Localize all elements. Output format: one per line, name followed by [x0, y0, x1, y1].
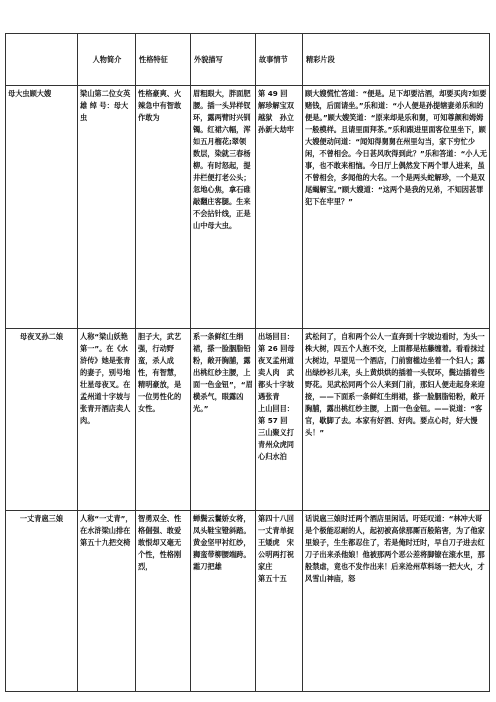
character-name: 一丈青扈三娘	[6, 511, 78, 692]
character-story: 出场回目：第 26 回母夜叉孟州道卖人肉 武都头十字坡遇张青 上山回目：第 57 回 三山聚义打青州众虎同心归水泊	[256, 329, 303, 511]
character-trait: 智勇双全、性格倔强、敢爱敢恨却又毫无个性，性格刚烈，	[136, 511, 191, 692]
table-row	[6, 86, 490, 329]
character-intro: 梁山第二位女英雄 绰 号：母大虫	[78, 86, 136, 329]
header-look: 外貌描写	[191, 34, 256, 86]
header-excerpt: 精彩片段	[303, 34, 490, 86]
table-row	[6, 329, 490, 511]
character-look: 眉粗眼大，胖面肥腰。插一头异样钗环，露两臂时兴钏镯。红裙六幅，浑如五月榴花;翠领数层，染就三春杨柳。有时怒起，提井栏便打老公头；忽地心焦，拿石碓敲翻庄客腿。生来不会拈针线，正是山中母大虫。	[191, 86, 256, 329]
character-excerpt: 话说扈三娘时迁两个酒店里闲话。吁廷叹道：“林冲大哥是个极能忍耐的人，起初被高俅那厮百般陷害，为了他家里娘子，生生都忍住了，若是俺时迁时，早自刀子进去红刀子出来杀他娘！他被那两个恶公差将脚镣在滚水里，那般禁虐，竟也不发作出来！后来沧州草料场一把大火，才风雪山神庙，怒	[303, 511, 490, 692]
character-intro: 人称“梁山妖艳第一”。在《水浒传》她是张青的妻子，别号地壮星母夜叉。在孟州道十字坡与张青开酒店卖人肉。	[78, 329, 136, 511]
character-trait: 性格豪爽、火辣急中有智敢作敢为	[136, 86, 191, 329]
character-look: 系一条鲜红生绢裙，搽一脸胭脂铅粉，敞开胸脯，露出桃红纱主腰，上面一色金钮”，“眉横杀气，眼露凶光。”	[191, 329, 256, 511]
header-story: 故事情节	[256, 34, 303, 86]
character-trait: 胆子大，武艺强，行动野蛮，杀人成性，有智慧，精明豪放，是一位男性化的女性。	[136, 329, 191, 511]
character-excerpt: 顾大嫂慌忙答道：“便是。足下却要沽酒，却要买肉?如要赌钱，后面请坐。”乐和道：“小人便是孙提辖妻弟乐和的便是。”顾大嫂笑道：“原来却是乐和舅，可知尊颜和姆姆一般模样。且请里面拜茶。”乐和跟进里面客位里坐下，顾大嫂便动问道：“闻知得舅舅在州里勾当，家下穷忙少闲，不曾相会。今日甚风吹得到此？”乐和答道：“小人无事，也不敢来相恼。今日厅上偶然发下两个罪人进来，虽不曾相会，多闻他的大名。一个是两头蛇解珍，一个是双尾蝎解宝。”顾大嫂道：“这两个是我的兄弟，不知因甚罪犯下在牢里？”	[303, 86, 490, 329]
table-row	[6, 511, 490, 692]
header-intro: 人物简介	[78, 34, 136, 86]
character-name: 母夜叉孙二娘	[6, 329, 78, 511]
header-trait: 性格特征	[136, 34, 191, 86]
character-table	[5, 33, 490, 692]
header-row	[6, 34, 490, 86]
character-story: 第 49 回 解珍解宝双越狱 孙立孙新大劫牢	[256, 86, 303, 329]
character-excerpt: 武松问了，自和两个公人一直奔到十字坡边看时，为头一株大树，四五个人抱不交，上面都是枯藤缠着。看看抹过大树边，早望见一个酒店，门前窗槛边坐着一个妇人；露出绿纱衫儿来，头上黄烘烘的插着一头钗环，鬓边插着些野花。见武松同两个公人来到门前，那妇人便走起身来迎接，——下面系一条鲜红生绢裙，搽一脸胭脂铅粉，敞开胸脯，露出桃红纱主腰，上面一色金钮。——说道：“客官，歇脚了去。本家有好酒、好肉。要点心时，好大馒头！”	[303, 329, 490, 511]
character-name: 母大虫顾大嫂	[6, 86, 78, 329]
character-look: 蝉鬓云鬟娇女将，凤头鞋宝镫斜踏。黄金坚甲衬红纱，狮蛮带柳腰端跨。霜刀把雄	[191, 511, 256, 692]
character-story: 第四十八回 一丈青单捉王矮虎 宋公明两打祝家庄 第五十五	[256, 511, 303, 692]
header-empty	[6, 34, 78, 86]
character-intro: 人称“一丈青”，在水浒梁山排在第五十九把交椅	[78, 511, 136, 692]
